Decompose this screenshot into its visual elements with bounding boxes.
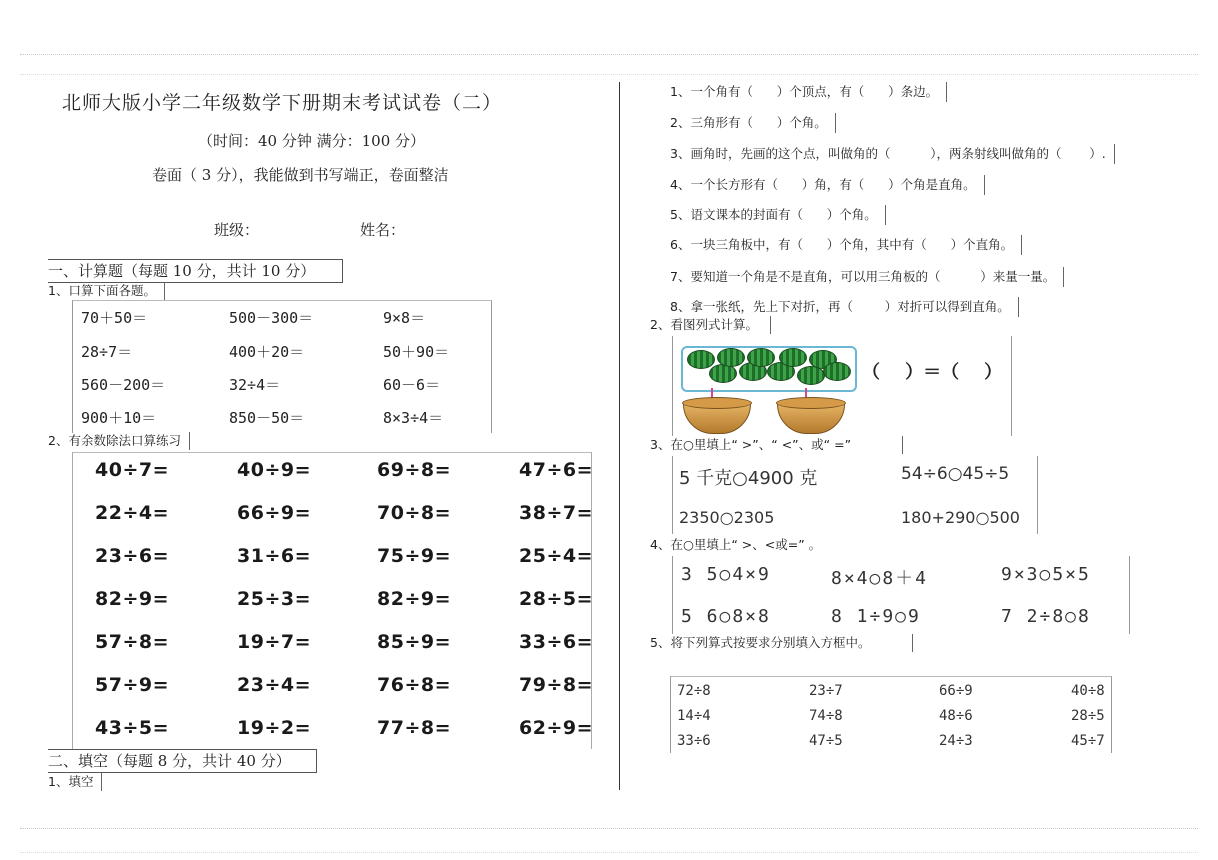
oral-calc-item: 850－50＝ (229, 409, 305, 427)
compare-question-label: 3、在○里填上“ >”、“ <”、或“ =” (650, 436, 903, 454)
division-item: 75÷9= (377, 545, 452, 567)
sort-item: 40÷8 (1071, 683, 1105, 699)
oral-calc-table (72, 300, 492, 433)
compare-item: 180+290○500 (901, 508, 1020, 527)
division-item: 79÷8= (519, 674, 594, 696)
page-border-top (20, 54, 1198, 55)
sort-item: 48÷6 (939, 708, 973, 724)
sort-item: 28÷5 (1071, 708, 1105, 724)
oral-calc-item: 900＋10＝ (81, 409, 157, 427)
compare2-table (672, 556, 1130, 634)
compare-item: 5 千克○4900 克 (679, 468, 818, 489)
oral-calc-item: 400＋20＝ (229, 343, 305, 361)
division-item: 57÷9= (95, 674, 170, 696)
sort-item: 72÷8 (677, 683, 711, 699)
basket-icon (777, 402, 845, 434)
picture-problem (672, 336, 1012, 436)
division-item: 57÷8= (95, 631, 170, 653)
division-item: 70÷8= (377, 502, 452, 524)
compare2-item: 8 1÷9○9 (831, 606, 921, 627)
watermelon-icon (823, 362, 851, 381)
neatness-line: 卷面（ 3 分），我能做到书写端正，卷面整洁 (152, 166, 449, 184)
watermelon-icon (687, 350, 715, 369)
fill-item-5: 5、语文课本的封面有（ ）个角。 (670, 205, 886, 225)
q1-label: 1、口算下面各题。 (48, 282, 165, 300)
division-item: 62÷9= (519, 717, 594, 739)
sort-item: 24÷3 (939, 733, 973, 749)
fill-item-3: 3、画角时，先画的这个点，叫做角的（ ），两条射线叫做角的（ ）. (670, 144, 1115, 164)
compare2-question-label: 4、在○里填上“ >、<或=” 。 (650, 537, 822, 552)
division-item: 40÷9= (237, 459, 312, 481)
sort-item: 66÷9 (939, 683, 973, 699)
compare-item: 54÷6○45÷5 (901, 464, 1010, 484)
oral-calc-item: 70＋50＝ (81, 309, 148, 327)
watermelon-icon (717, 348, 745, 367)
fill-item-7: 7、要知道一个角是不是直角，可以用三角板的（ ）来量一量。 (670, 267, 1064, 287)
fill-item-1: 1、一个角有（ ）个顶点，有（ ）条边。 (670, 82, 947, 102)
page-border-bottom-inner (20, 852, 1198, 853)
oral-calc-item: 9×8＝ (383, 309, 426, 327)
column-divider (619, 82, 620, 790)
q2-label: 2、有余数除法口算练习 (48, 432, 190, 450)
division-item: 40÷7= (95, 459, 170, 481)
oral-calc-item: 60－6＝ (383, 376, 441, 394)
division-item: 33÷6= (519, 631, 594, 653)
division-item: 82÷9= (377, 588, 452, 610)
sort-item: 45÷7 (1071, 733, 1105, 749)
class-label: 班级： (214, 221, 260, 239)
division-item: 25÷3= (237, 588, 312, 610)
picture-equation: （ ）＝（ ） (862, 362, 1003, 383)
time-line: （时间：40 分钟 满分：100 分） (198, 132, 426, 150)
basket-icon (683, 402, 751, 434)
sort-expression-table (670, 676, 1112, 753)
compare2-item: 5 6○8×8 (681, 606, 771, 627)
name-label: 姓名： (360, 221, 406, 239)
division-item: 31÷6= (237, 545, 312, 567)
remainder-division-table (72, 452, 592, 749)
division-item: 82÷9= (95, 588, 170, 610)
division-item: 43÷5= (95, 717, 170, 739)
oral-calc-item: 32÷4＝ (229, 376, 281, 394)
fill-item-8: 8、拿一张纸，先上下对折，再（ ）对折可以得到直角。 (670, 297, 1019, 317)
division-item: 23÷4= (237, 674, 312, 696)
exam-title: 北师大版小学二年级数学下册期末考试试卷（二） (62, 92, 503, 114)
division-item: 22÷4= (95, 502, 170, 524)
compare2-item: 7 2÷8○8 (1001, 606, 1091, 627)
compare-item: 2350○2305 (679, 508, 775, 527)
compare2-item: 3 5○4×9 (681, 564, 771, 585)
section1-heading: 一、计算题（每题 10 分，共计 10 分） (48, 259, 343, 283)
section2-q1-label: 1、填空 (48, 773, 102, 791)
sort-question-label: 5、将下列算式按要求分别填入方框中。 (650, 634, 913, 652)
sort-item: 74÷8 (809, 708, 843, 724)
division-item: 28÷5= (519, 588, 594, 610)
division-item: 25÷4= (519, 545, 594, 567)
page-border-bottom (20, 828, 1198, 829)
division-item: 47÷6= (519, 459, 594, 481)
sort-item: 23÷7 (809, 683, 843, 699)
oral-calc-item: 8×3÷4＝ (383, 409, 444, 427)
sort-item: 14÷4 (677, 708, 711, 724)
compare-table (672, 456, 1038, 534)
watermelon-icon (779, 348, 807, 367)
division-item: 76÷8= (377, 674, 452, 696)
oral-calc-item: 50＋90＝ (383, 343, 450, 361)
sort-item: 47÷5 (809, 733, 843, 749)
division-item: 66÷9= (237, 502, 312, 524)
compare2-item: 9×3○5×5 (1001, 564, 1091, 585)
oral-calc-item: 560－200＝ (81, 376, 166, 394)
division-item: 85÷9= (377, 631, 452, 653)
page-border-top-inner (20, 74, 1198, 75)
fill-item-2: 2、三角形有（ ）个角。 (670, 113, 836, 133)
division-item: 77÷8= (377, 717, 452, 739)
division-item: 23÷6= (95, 545, 170, 567)
oral-calc-item: 500－300＝ (229, 309, 314, 327)
division-item: 38÷7= (519, 502, 594, 524)
picture-question-label: 2、看图列式计算。 (650, 316, 771, 334)
fill-item-6: 6、一块三角板中，有（ ）个角，其中有（ ）个直角。 (670, 235, 1022, 255)
section2-heading: 二、填空（每题 8 分，共计 40 分） (48, 749, 317, 773)
fill-item-4: 4、一个长方形有（ ）角，有（ ）个角是直角。 (670, 175, 985, 195)
division-item: 69÷8= (377, 459, 452, 481)
oral-calc-item: 28÷7＝ (81, 343, 133, 361)
division-item: 19÷7= (237, 631, 312, 653)
compare2-item: 8×4○8＋4 (831, 568, 929, 589)
division-item: 19÷2= (237, 717, 312, 739)
sort-item: 33÷6 (677, 733, 711, 749)
